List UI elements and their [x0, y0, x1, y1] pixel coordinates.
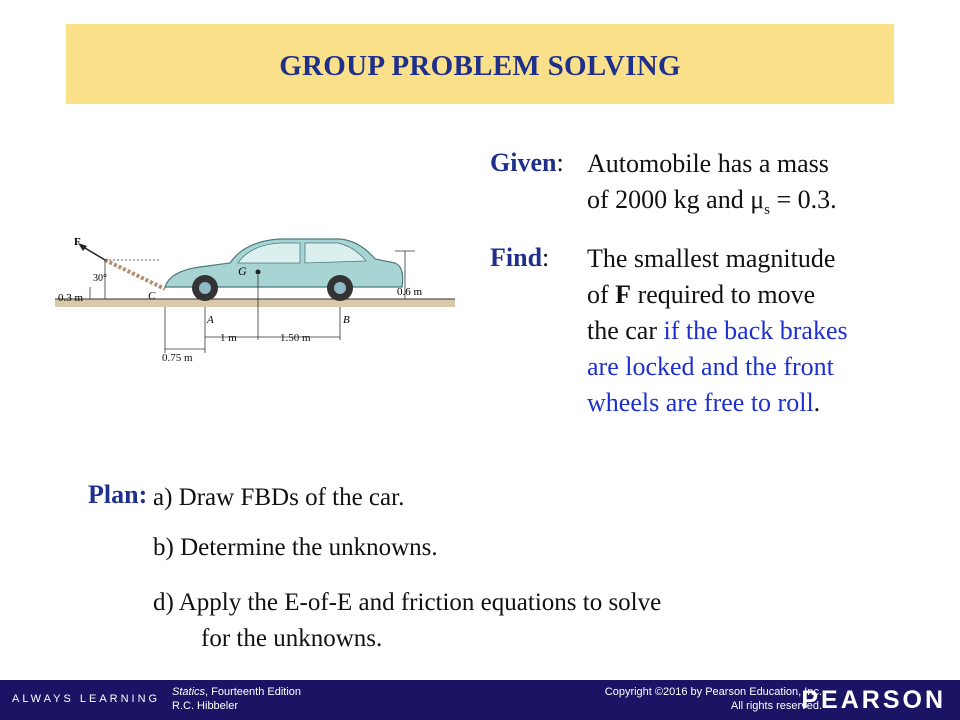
always-learning: ALWAYS LEARNING	[12, 693, 161, 705]
car-window-front	[238, 243, 300, 263]
footer-bar	[0, 680, 960, 720]
dim-1m: 1 m	[220, 332, 237, 344]
plan-item-d: d) Apply the E-of-E and friction equations to solve	[153, 589, 662, 616]
label-b: B	[343, 314, 350, 326]
tow-cable	[105, 260, 165, 289]
find-heading: Find:	[490, 243, 550, 272]
plan-item-d-cont: for the unknowns.	[201, 625, 383, 652]
plan-heading: Plan:	[88, 480, 148, 509]
angle-label: 30°	[93, 273, 107, 284]
copyright-info: Copyright ©2016 by Pearson Education, Inc. All rights reserved.	[604, 686, 822, 712]
given-text: Automobile has a mass of 2000 kg and $\mu_s = 0.3$.	[587, 149, 837, 218]
car-diagram	[40, 225, 460, 370]
find-text: The smallest magnitude of F required to move the car if the back brakes are locked and the front wheels are free to roll.	[587, 244, 848, 417]
given-heading: Given:	[490, 148, 564, 177]
force-label: F	[74, 236, 81, 248]
edition-info: Statics, Fourteenth Edition R.C. Hibbeler	[172, 686, 302, 712]
label-a: A	[207, 314, 214, 326]
dim-right: 0.6 m	[397, 286, 423, 298]
ground-hatch	[55, 299, 455, 307]
title-banner	[66, 24, 894, 104]
plan-item-a: a) Draw FBDs of the car.	[153, 484, 405, 511]
dim-075: 0.75 m	[162, 352, 193, 364]
dim-150: 1.50 m	[280, 332, 311, 344]
dim-left: 0.3 m	[58, 292, 84, 304]
slide-title: GROUP PROBLEM SOLVING	[279, 49, 681, 82]
pearson-logo: PEARSON	[801, 686, 946, 714]
label-c: C	[148, 290, 156, 302]
center-of-gravity	[256, 270, 261, 275]
plan-item-b: b) Determine the unknowns.	[153, 534, 438, 561]
label-g: G	[238, 264, 247, 278]
